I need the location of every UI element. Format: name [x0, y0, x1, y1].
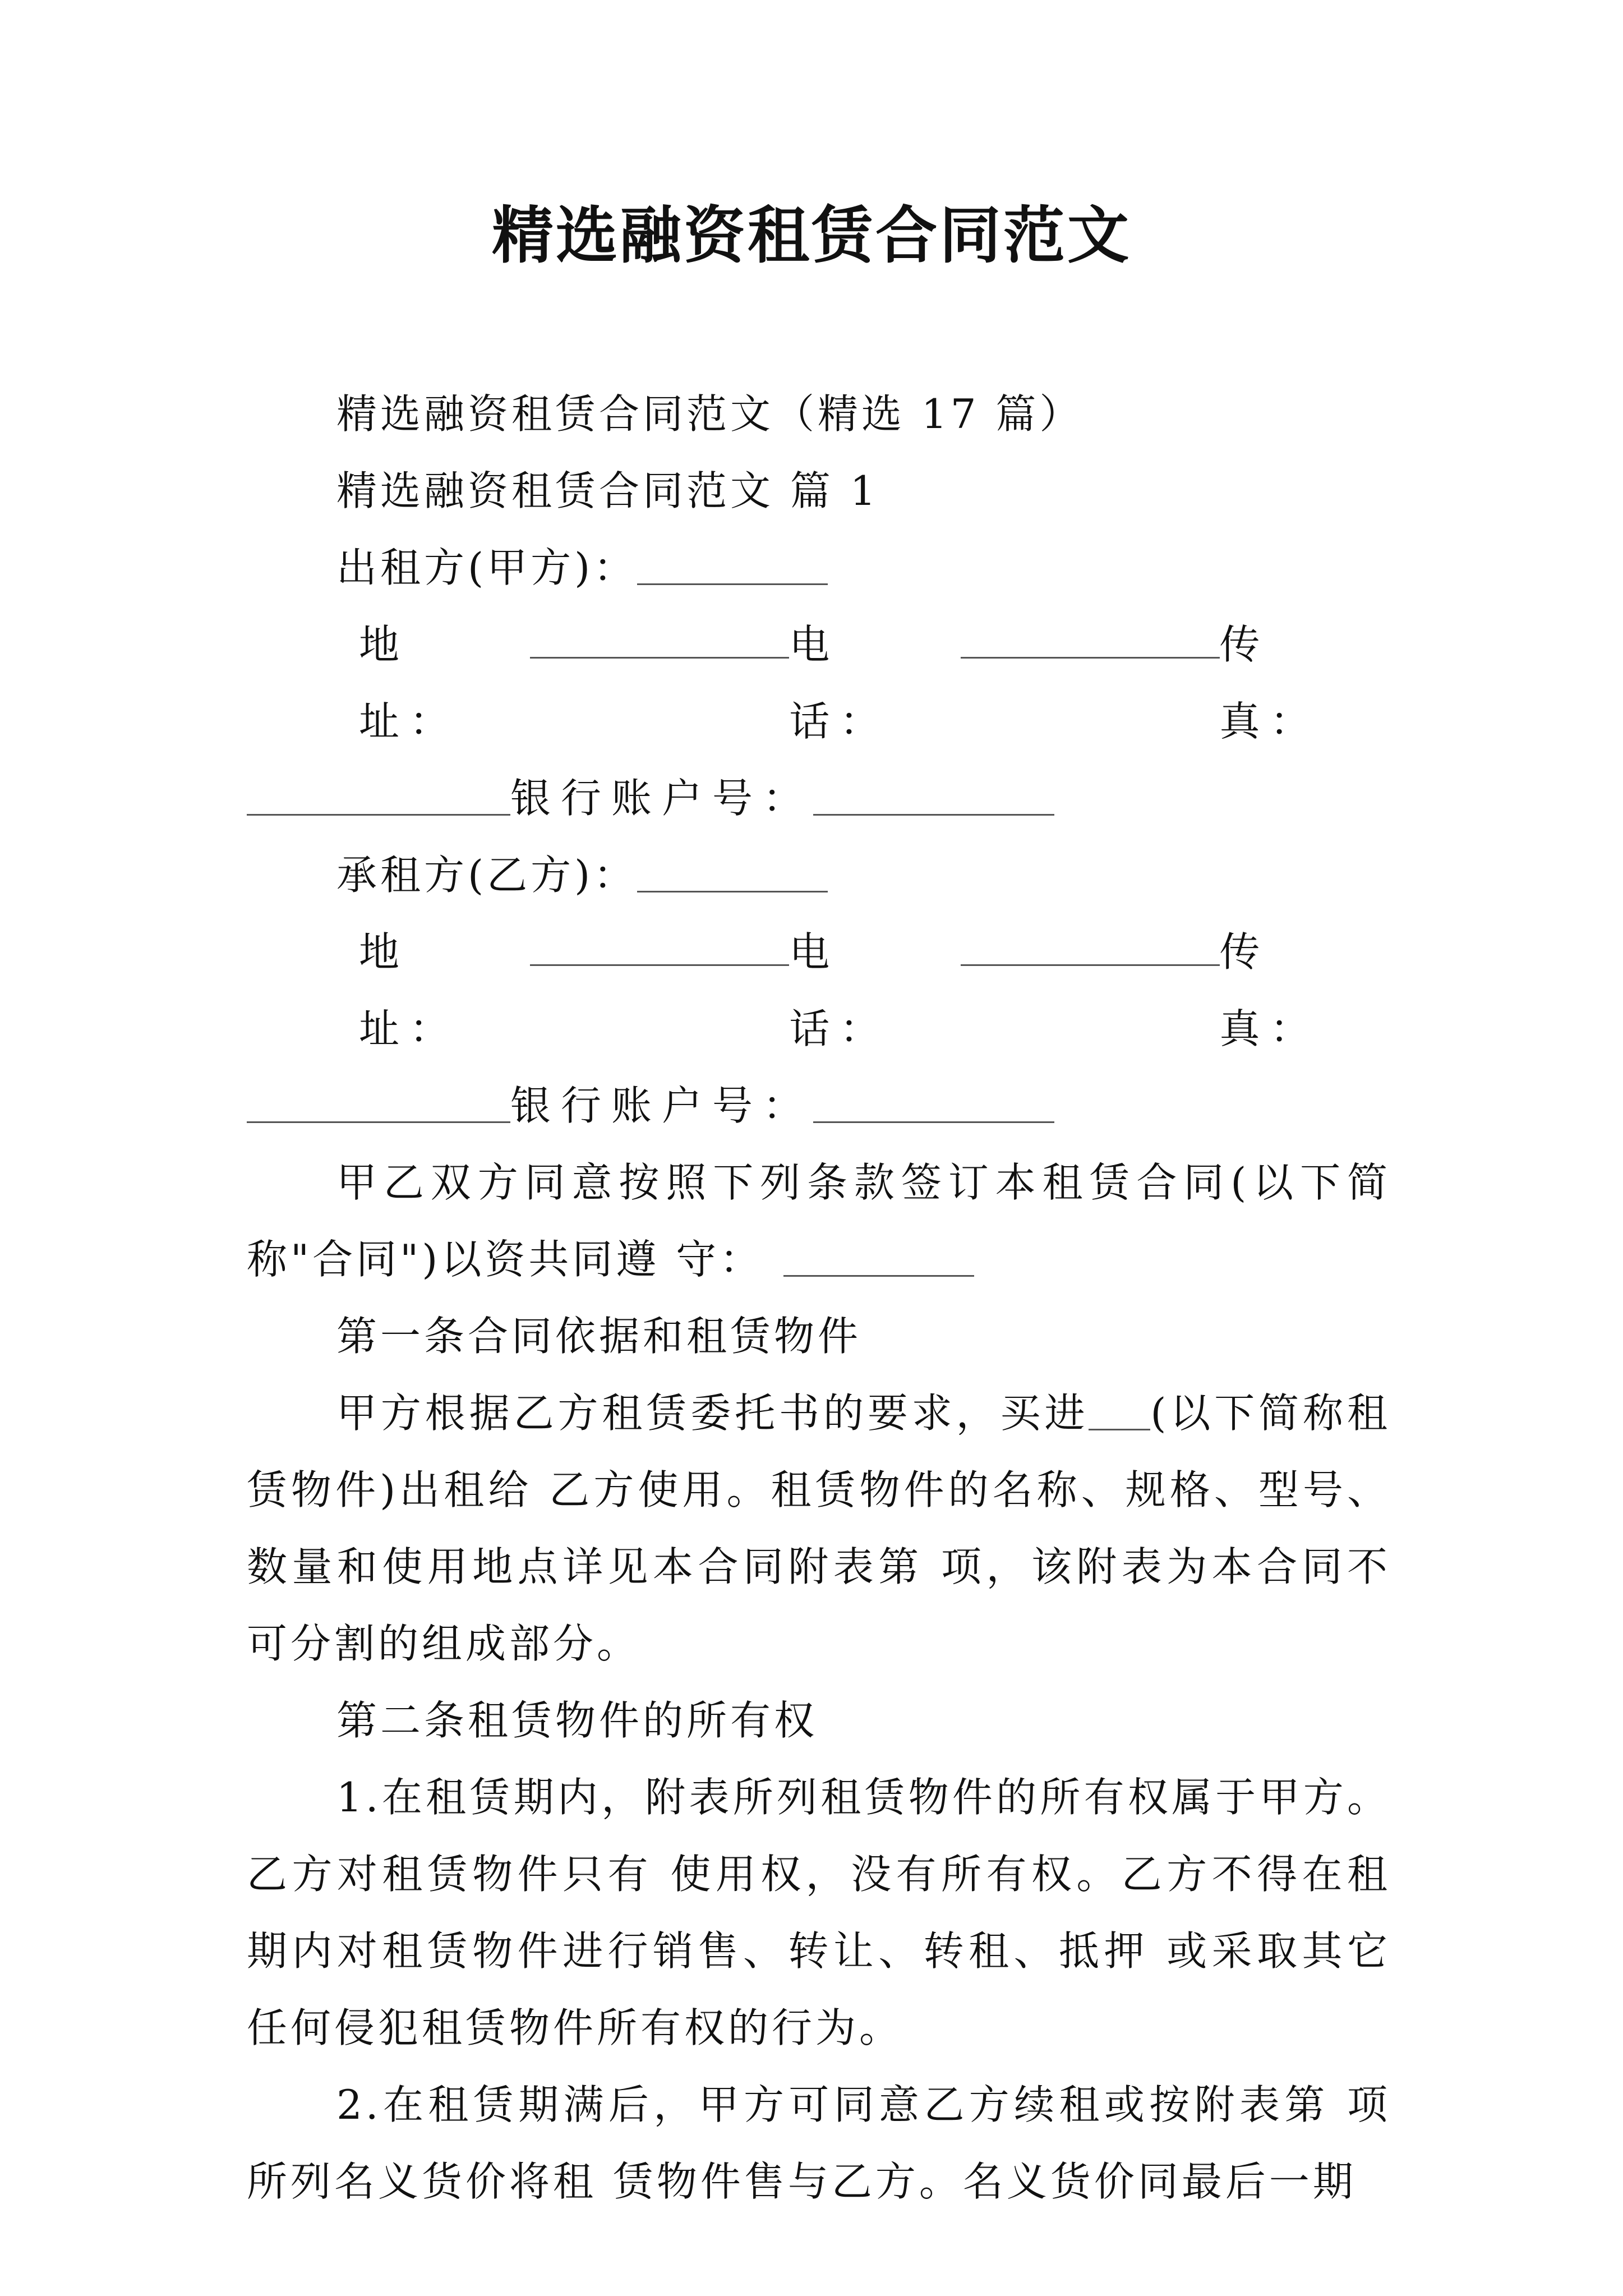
party-a-fax-blank — [247, 775, 510, 816]
party-b-phone-label: 电 话： — [789, 928, 891, 1052]
article2-heading: 第二条租赁物件的所有权 — [336, 1697, 818, 1744]
article1-text-end: (以下简称租赁物件)出租给 乙方使用。租赁物件的名称、规格、型号、数量和使用地点详见本合同附表第 项，该附表为本合同不可分割的组成部分。 — [247, 1389, 1391, 1667]
party-a-label: 出租方(甲方)： — [336, 544, 638, 591]
party-a-phone-blank — [961, 618, 1220, 659]
party-b-bank-blank — [813, 1082, 1054, 1123]
chapter-heading: 精选融资租赁合同范文 篇 1 — [336, 467, 879, 514]
party-b-fax-label: 传 真： — [1219, 928, 1321, 1052]
party-a-contact-row — [247, 606, 1391, 760]
article1-item-blank — [1089, 1389, 1150, 1430]
subtitle-line: 精选融资租赁合同范文（精选 17 篇） — [336, 390, 1083, 438]
party-a-address-blank — [530, 618, 789, 659]
document-title: 精选融资租赁合同范文 — [492, 199, 1131, 272]
party-b-address-label: 地 址： — [359, 928, 460, 1052]
party-b-phone-blank — [961, 925, 1220, 966]
article1-heading: 第一条合同依据和租赁物件 — [336, 1313, 862, 1360]
article2-item1: 1.在租赁期内，附表所列租赁物件的所有权属于甲方。乙方对租赁物件只有 使用权，没有所有权。乙方不得在租期内对租赁物件进行销售、转让、转租、抵押 或采取其它任何侵犯租赁物件所有权的行为。 — [247, 1774, 1391, 2051]
party-a-line — [247, 530, 1391, 606]
party-b-address-blank — [530, 925, 789, 966]
party-a-bank-blank — [813, 775, 1054, 816]
party-b-contact-row — [247, 914, 1391, 1068]
party-a-bank-label: 银行账户号： — [510, 775, 814, 822]
document-body — [247, 376, 1391, 2220]
agreement-blank — [783, 1236, 974, 1277]
party-b-name-blank — [637, 852, 828, 892]
party-b-bank-row — [247, 1068, 1391, 1144]
agreement-text: 甲乙双方同意按照下列条款签订本租赁合同(以下简称"合同")以资共同遵 守： — [247, 1159, 1391, 1283]
article1-paragraph — [247, 1375, 1391, 1682]
article2-item2: 2.在租赁期满后，甲方可同意乙方续租或按附表第 项所列名义货价将租 赁物件售与乙方。名义货价同最后一期 — [247, 2081, 1391, 2205]
party-b-label: 承租方(乙方)： — [336, 852, 638, 899]
agreement-paragraph — [247, 1144, 1391, 1298]
party-b-bank-label: 银行账户号： — [510, 1082, 814, 1129]
party-b-line — [247, 837, 1391, 914]
party-a-bank-row — [247, 760, 1391, 837]
party-a-fax-label: 传 真： — [1219, 621, 1321, 745]
party-a-name-blank — [637, 544, 828, 585]
party-a-address-label: 地 址： — [359, 621, 460, 745]
article1-text-start: 甲方根据乙方租赁委托书的要求，买进 — [336, 1389, 1089, 1437]
party-a-phone-label: 电 话： — [789, 621, 891, 745]
party-b-fax-blank — [247, 1082, 510, 1123]
